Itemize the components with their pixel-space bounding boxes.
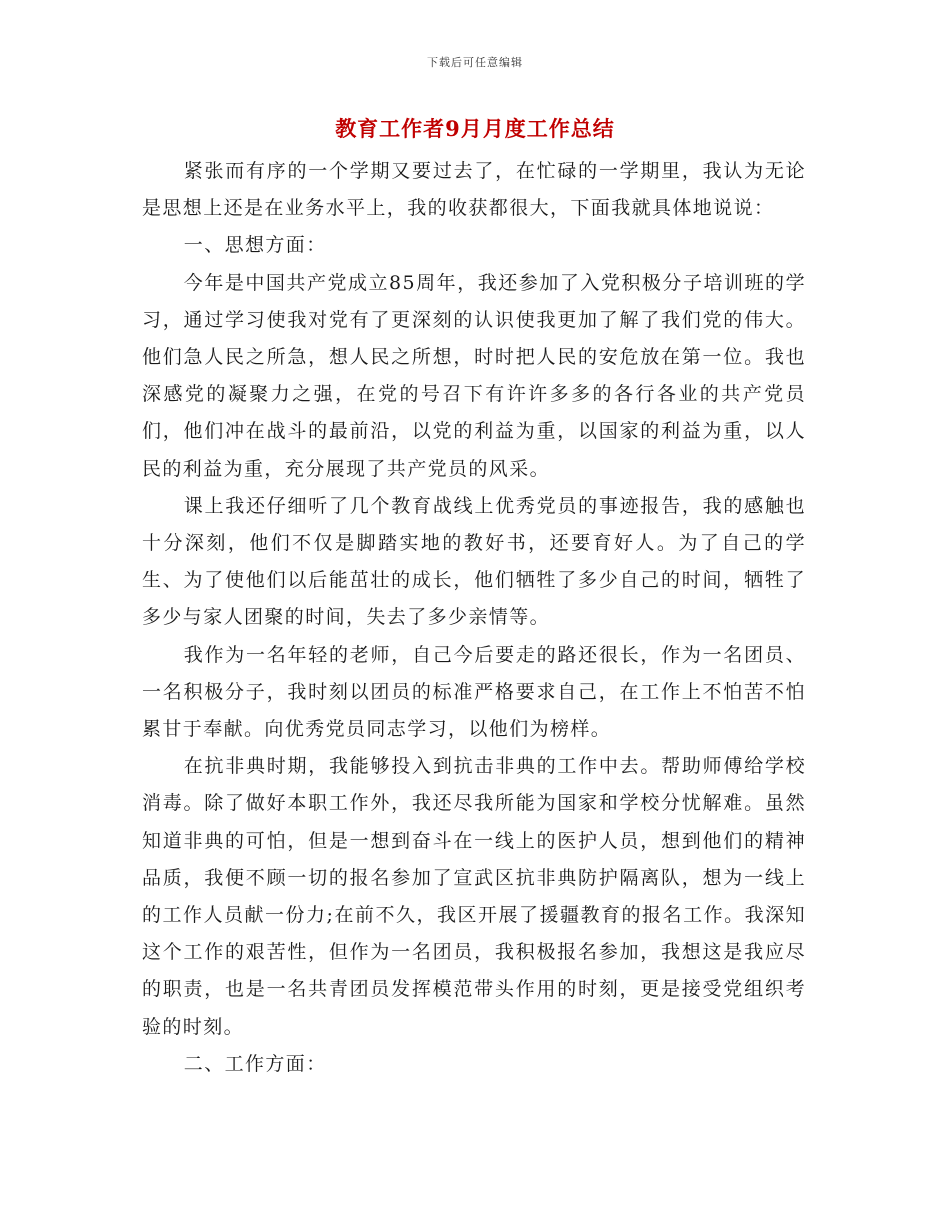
document-title: 教育工作者9月月度工作总结 — [335, 116, 615, 141]
section-heading-thought: 一、思想方面： — [183, 234, 327, 257]
document-body — [142, 153, 806, 1083]
paragraph-young-teacher: 我作为一名年轻的老师，自己今后要走的路还很长，作为一名团员、一名积极分子，我时刻以团员的标准严格要求自己，在工作上不怕苦不怕累甘于奉献。向优秀党员同志学习，以他们为榜样。 — [142, 643, 806, 741]
header-note: 下载后可任意编辑 — [427, 56, 523, 69]
section-heading-work: 二、工作方面： — [183, 1052, 327, 1075]
paragraph-reports: 课上我还仔细听了几个教育战线上优秀党员的事迹报告，我的感触也十分深刻，他们不仅是脚踏实地的教好书，还要育好人。为了自己的学生、为了使他们以后能茁壮的成长，他们牺牲了多少自己的时间，牺牲了多少与家人团聚的时间，失去了多少亲情等。 — [142, 494, 806, 629]
paragraph-sars: 在抗非典时期，我能够投入到抗击非典的工作中去。帮助师傅给学校消毒。除了做好本职工作外，我还尽我所能为国家和学校分忧解难。虽然知道非典的可怕，但是一想到奋斗在一线上的医护人员，想到他们的精神品质，我便不顾一切的报名参加了宣武区抗非典防护隔离队，想为一线上的工作人员献一份力;在前不久，我区开展了援疆教育的报名工作。我深知这个工作的艰苦性，但作为一名团员，我积极报名参加，我想这是我应尽的职责，也是一名共青团员发挥模范带头作用的时刻，更是接受党组织考验的时刻。 — [142, 755, 806, 1038]
paragraph-intro: 紧张而有序的一个学期又要过去了，在忙碌的一学期里，我认为无论是思想上还是在业务水平上，我的收获都很大，下面我就具体地说说： — [142, 160, 806, 220]
paragraph-party-training: 今年是中国共产党成立85周年，我还参加了入党积极分子培训班的学习，通过学习使我对党有了更深刻的认识使我更加了解了我们党的伟大。他们急人民之所急，想人民之所想，时时把人民的安危放在第一位。我也深感党的凝聚力之强，在党的号召下有许许多多的各行各业的共产党员们，他们冲在战斗的最前沿，以党的利益为重，以国家的利益为重，以人民的利益为重，充分展现了共产党员的风采。 — [142, 271, 806, 480]
